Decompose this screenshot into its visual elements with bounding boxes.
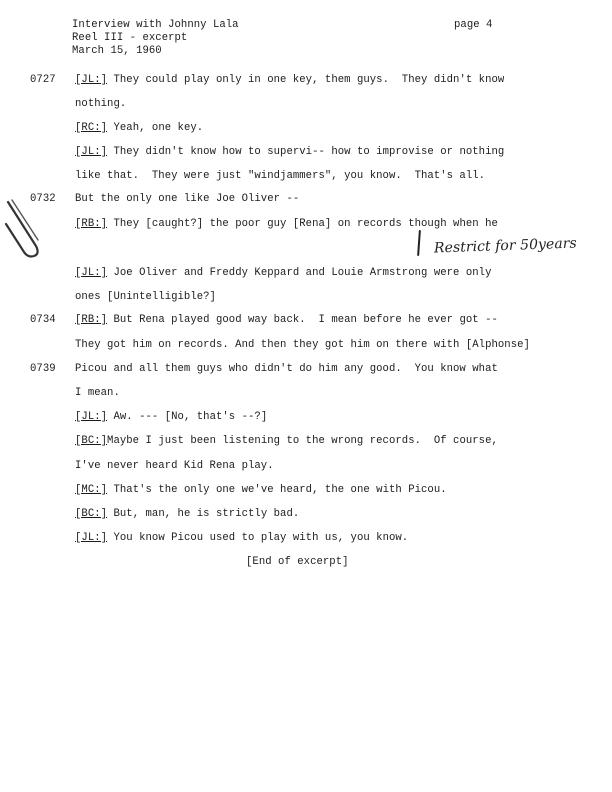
line-text: They could play only in one key, them guys. They didn't know (113, 74, 505, 86)
line-text: ones [Unintelligible?] (75, 291, 216, 303)
line-text: I've never heard Kid Rena play. (75, 460, 274, 472)
transcript-line (75, 435, 498, 447)
line-text: But Rena played good way back. I mean before he ever got -- (113, 314, 498, 326)
speaker-tag: [RC:] (75, 122, 108, 134)
transcript-line (75, 74, 504, 86)
line-text: Joe Oliver and Freddy Keppard and Louie Armstrong were only (113, 267, 492, 279)
speaker-tag: [BC:] (75, 435, 108, 447)
speaker-tag: [RB:] (75, 218, 108, 230)
timestamp: 0739 (30, 363, 56, 375)
speaker-tag: [JL:] (75, 532, 108, 544)
line-text: like that. They were just "windjammers", you know. That's all. (75, 170, 486, 182)
line-text: That's the only one we've heard, the one with Picou. (113, 484, 447, 496)
handwritten-annotation: Restrict for 50years (433, 235, 577, 257)
speaker-tag: [JL:] (75, 146, 108, 158)
transcript-line (75, 508, 299, 520)
line-text: Aw. --- [No, that's --?] (113, 411, 268, 423)
transcript-line (75, 339, 530, 351)
line-text: Yeah, one key. (113, 122, 204, 134)
line-text: Picou and all them guys who didn't do him any good. You know what (75, 363, 498, 375)
transcript-line (75, 314, 498, 326)
line-text: They didn't know how to supervi-- how to improvise or nothing (113, 146, 505, 158)
handwritten-bar (417, 230, 421, 256)
reel-label: Reel III - excerpt (72, 32, 188, 44)
line-text: But, man, he is strictly bad. (113, 508, 300, 520)
line-text: They got him on records. And then they got him on there with [Alphonse] (75, 339, 530, 351)
speaker-tag: [JL:] (75, 74, 108, 86)
transcript-line (75, 267, 492, 279)
transcript-line (75, 146, 504, 158)
speaker-tag: [RB:] (75, 314, 108, 326)
paperclip-icon (2, 196, 42, 262)
line-text: You know Picou used to play with us, you know. (113, 532, 409, 544)
transcript-line (75, 411, 267, 423)
timestamp: 0732 (30, 193, 56, 205)
speaker-tag: [MC:] (75, 484, 108, 496)
line-text: They [caught?] the poor guy [Rena] on records though when he (113, 218, 498, 230)
speaker-tag: [JL:] (75, 411, 108, 423)
transcript-line (75, 532, 408, 544)
line-text: But the only one like Joe Oliver -- (75, 193, 300, 205)
transcript-line (75, 218, 498, 230)
transcript-line (75, 484, 447, 496)
interview-date: March 15, 1960 (72, 45, 162, 57)
speaker-tag: [BC:] (75, 508, 108, 520)
transcript-line (75, 291, 216, 303)
transcript-line (75, 170, 485, 182)
transcript-line (75, 363, 498, 375)
end-of-excerpt: [End of excerpt] (246, 556, 349, 568)
timestamp: 0734 (30, 314, 56, 326)
timestamp: 0727 (30, 74, 56, 86)
speaker-tag: [JL:] (75, 267, 108, 279)
transcript-line (75, 122, 203, 134)
transcript-line (75, 387, 120, 399)
transcript-line (75, 460, 274, 472)
line-text: I mean. (75, 387, 120, 399)
line-text: Maybe I just been listening to the wrong records. Of course, (107, 435, 498, 447)
transcript-line (75, 193, 299, 205)
transcript-line (75, 98, 126, 110)
line-text: nothing. (75, 98, 127, 110)
page-number: page 4 (454, 19, 493, 31)
interview-title: Interview with Johnny Lala (72, 19, 239, 31)
